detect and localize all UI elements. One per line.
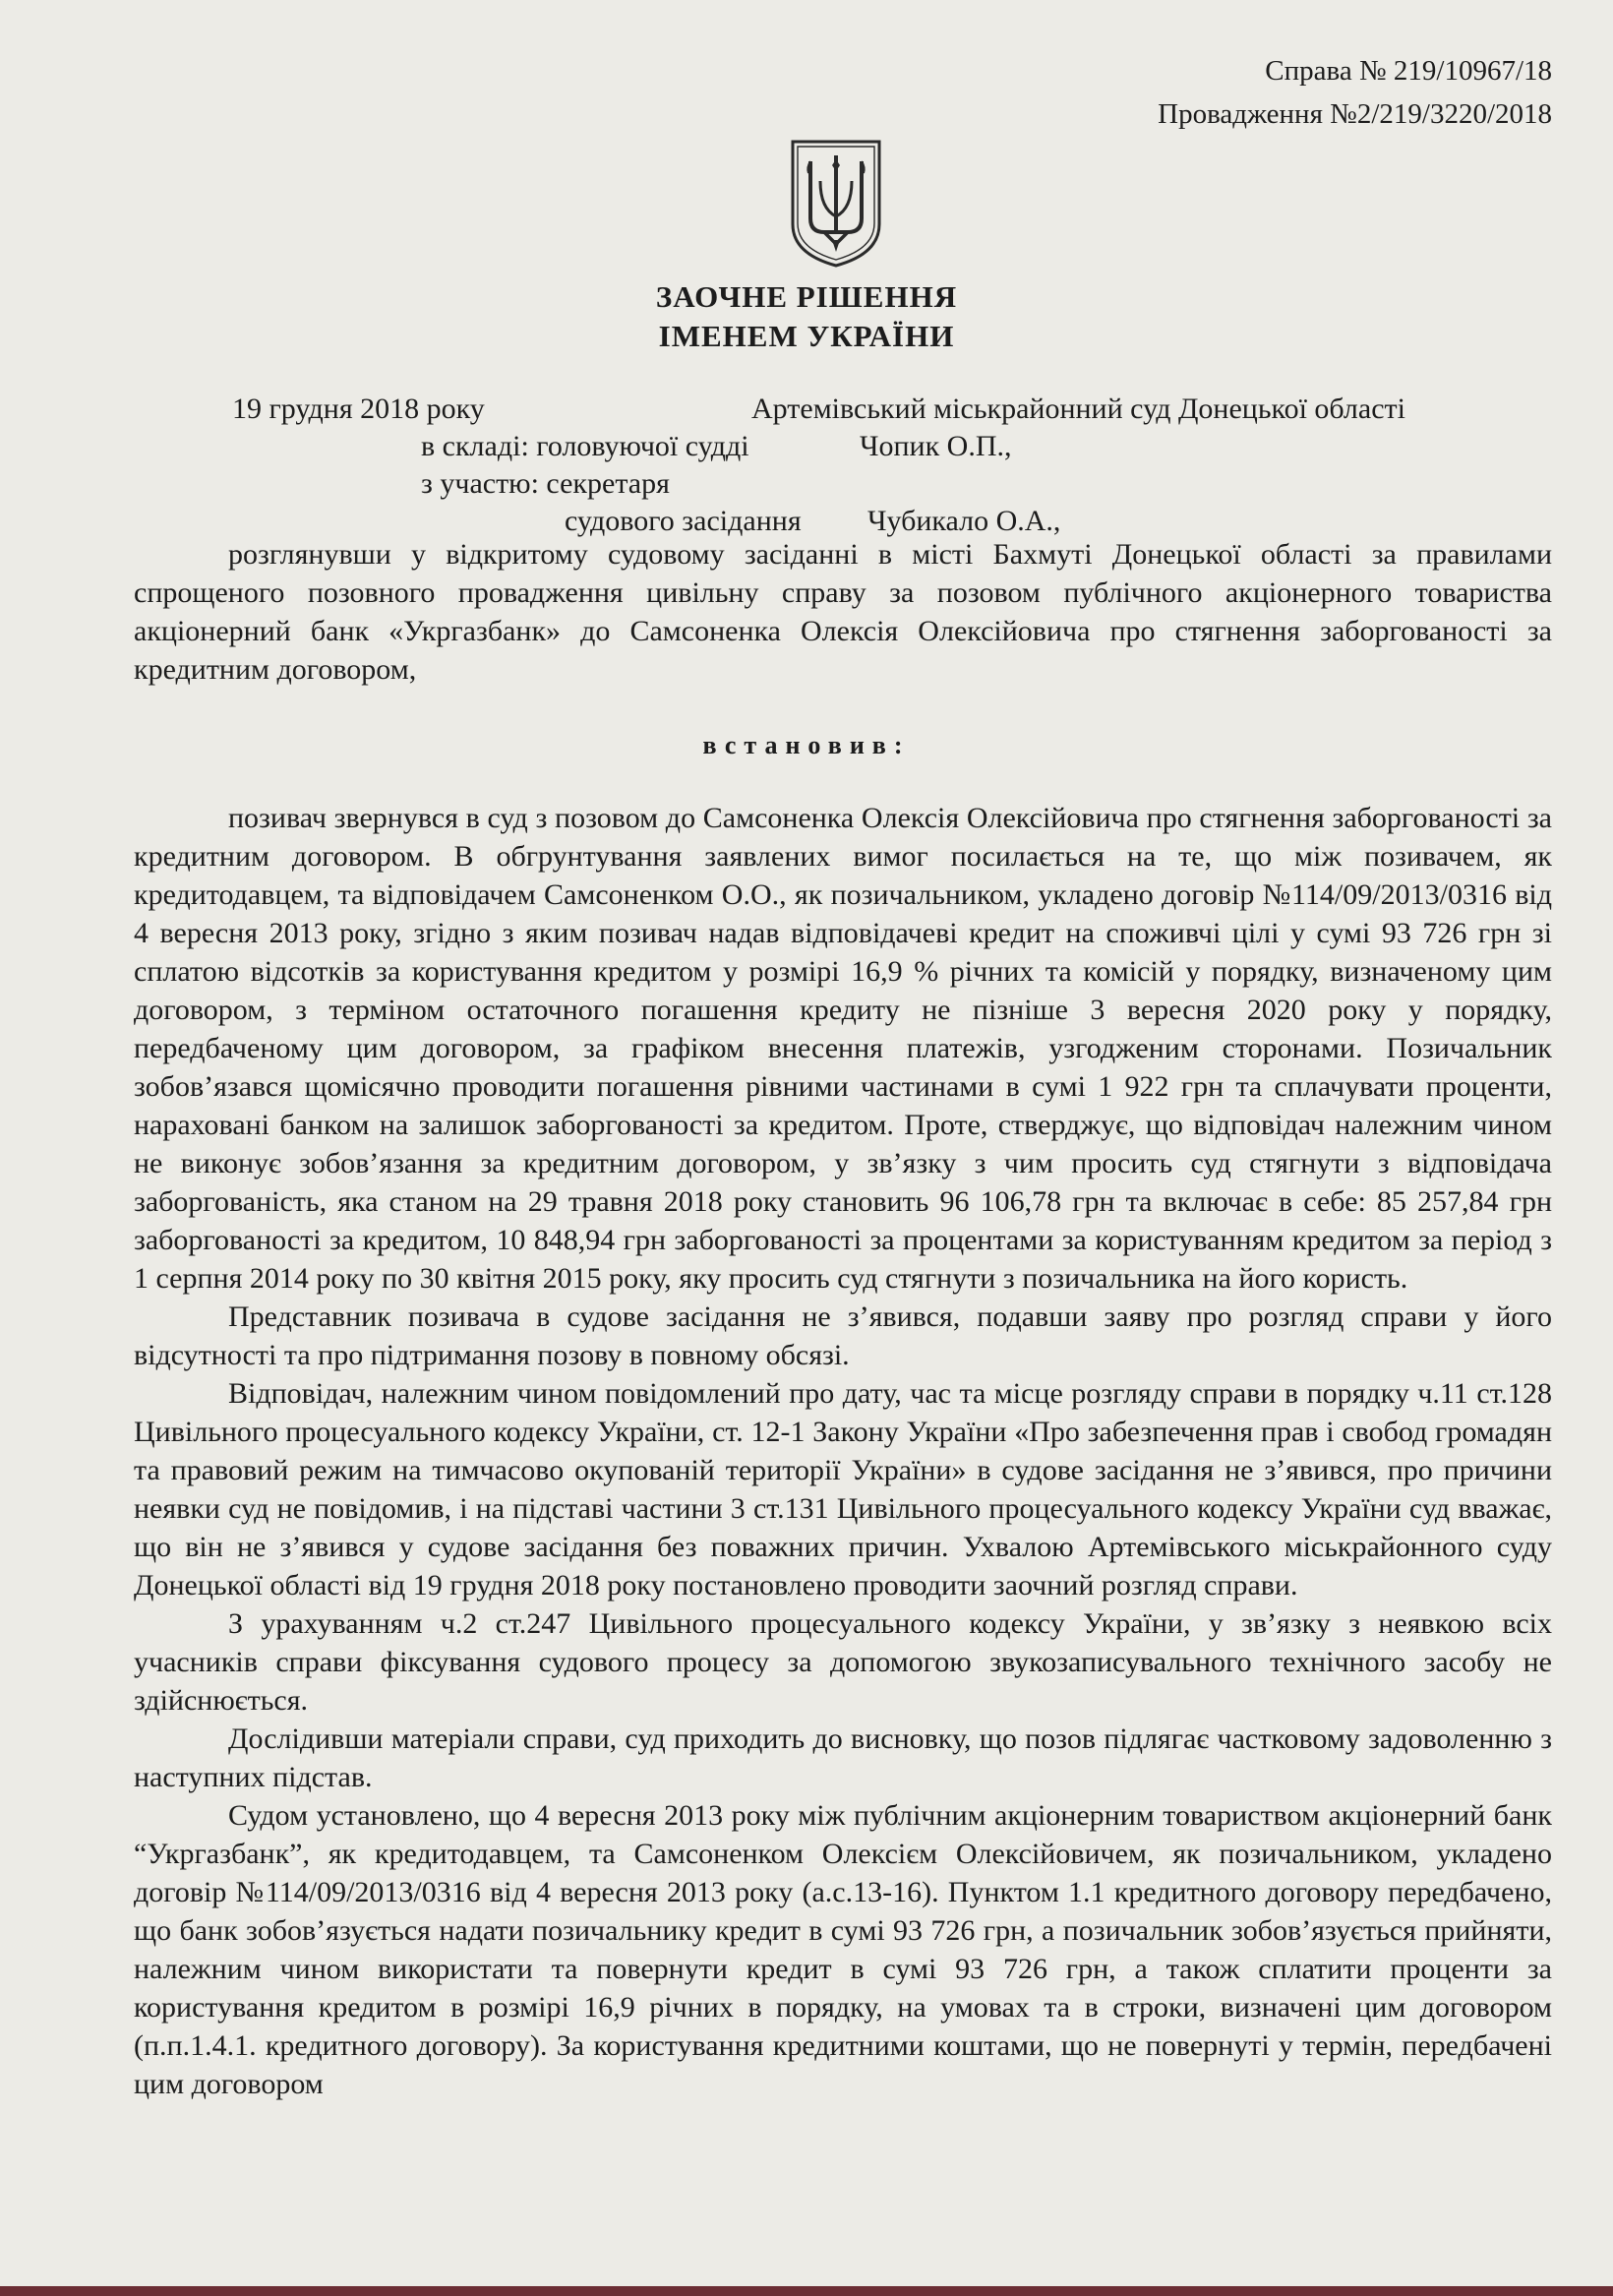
scan-bottom-edge [0,2286,1613,2296]
participation-label: з участю: секретаря [421,467,670,500]
body-paragraph: Представник позивача в судове засідання не з’явився, подавши заяву про розгляд справи у його відсутності та про підтримання позову в повному обсязі. [134,1300,1552,1371]
secretary-label: судового засідання [565,505,802,537]
court-name: Артемівський міськрайонний суд Донецької області [751,393,1405,425]
body-paragraph: Відповідач, належним чином повідомлений про дату, час та місце розгляду справи в порядку ч.11 ст.128 Цивільного процесуального кодексу України, ст. 12-1 Закону України «Про забезпечення прав і свобод громадян та правовий режим на тимчасово окупованій території України» в судове засідання не з’явився, про причини неявки суд не повідомив, і на підставі частини 3 ст.131 Цивільного процесуального кодексу України суд вважає, що він не з’явився у судове засідання без поважних причин. Ухвалою Артемівського міськрайонного суду Донецької області від 19 грудня 2018 року постановлено проводити заочний розгляд справи. [134,1377,1552,1601]
body-paragraph: Судом установлено, що 4 вересня 2013 року між публічним акціонерним товариством акціонерний банк “Укргазбанк”, як кредитодавцем, та Самсоненком Олексієм Олексійовичем, як позичальником, укладено договір №114/09/2013/0316 від 4 вересня 2013 року (а.с.13-16). Пунктом 1.1 кредитного договору передбачено, що банк зобов’язується надати позичальнику кредит в сумі 93 726 грн, а позичальник зобов’язується прийняти, належним чином використати та повернути кредит в сумі 93 726 грн, а також сплатити проценти за користування кредитом в розмірі 16,9 річних в порядку, на умовах та в строки, визначені цим договором (п.п.1.4.1. кредитного договору). За користування кредитними коштами, що не повернуті у термін, передбачені цим договором [134,1799,1552,2100]
case-reference [1158,49,1552,136]
judge-name: Чопик О.П., [860,430,1012,462]
decision-title: ЗАОЧНЕ РІШЕННЯ [655,279,958,314]
composition-label: в складі: головуючої судді [421,430,749,462]
intro-paragraph: розглянувши у відкритому судовому засіданні в місті Бахмуті Донецької області за правилами спрощеного позовного провадження цивільну справу за позовом публічного акціонерного товариства акціонерний банк «Укргазбанк» до Самсоненка Олексія Олексійовича про стягнення заборгованості за кредитним договором, [134,538,1552,686]
decision-date: 19 грудня 2018 року [232,393,485,425]
case-number: Справа № 219/10967/18 [1265,55,1552,87]
main-text [134,799,1552,2103]
trident-coat-of-arms-icon [787,138,885,270]
body-paragraph: Дослідивши матеріали справи, суд приходить до висновку, що позов підлягає частковому задоволенню з наступних підстав. [134,1722,1552,1793]
section-heading: встановив: [702,731,911,759]
intro-section [134,535,1552,689]
body-paragraph: З урахуванням ч.2 ст.247 Цивільного процесуального кодексу України, у зв’язку з неявкою всіх учасників справи фіксування судового процесу за допомогою звукозаписувального технічного засобу не здійснюється. [134,1607,1552,1717]
body-paragraph: позивач звернувся в суд з позовом до Самсоненка Олексія Олексійовича про стягнення заборгованості за кредитним договором. В обгрунтування заявлених вимог посилається на те, що між позивачем, як кредитодавцем, та відповідачем Самсоненком О.О., як позичальником, укладено договір №114/09/2013/0316 від 4 вересня 2013 року, згідно з яким позивач надав відповідачеві кредит на споживчі цілі у сумі 93 726 грн зі сплатою відсотків за користування кредитом у розмірі 16,9 % річних та комісій у порядку, визначеному цим договором, з терміном остаточного погашення кредиту не пізніше 3 вересня 2020 року у порядку, передбаченому цим договором, за графіком внесення платежів, узгодженим сторонами. Позичальник зобов’язався щомісячно проводити погашення рівними частинами в сумі 1 922 грн та сплачувати проценти, нараховані банком на залишок заборгованості за кредитом. Проте, стверджує, що відповідач належним чином не виконує зобов’язання за кредитним договором, у зв’язку з чим просить суд стягнути з відповідача заборгованість, яка станом на 29 травня 2018 року становить 96 106,78 грн та включає в себе: 85 257,84 грн заборгованості за кредитом, 10 848,94 грн заборгованості за процентами за користуванням кредитом за період з 1 серпня 2014 року по 30 квітня 2015 року, яку просить суд стягнути з позичальника на його користь. [134,802,1552,1295]
proceeding-number: Провадження №2/219/3220/2018 [1158,98,1552,130]
secretary-name: Чубикало О.А., [867,505,1061,537]
decision-subtitle: ІМЕНЕМ УКРАЇНИ [658,319,955,353]
